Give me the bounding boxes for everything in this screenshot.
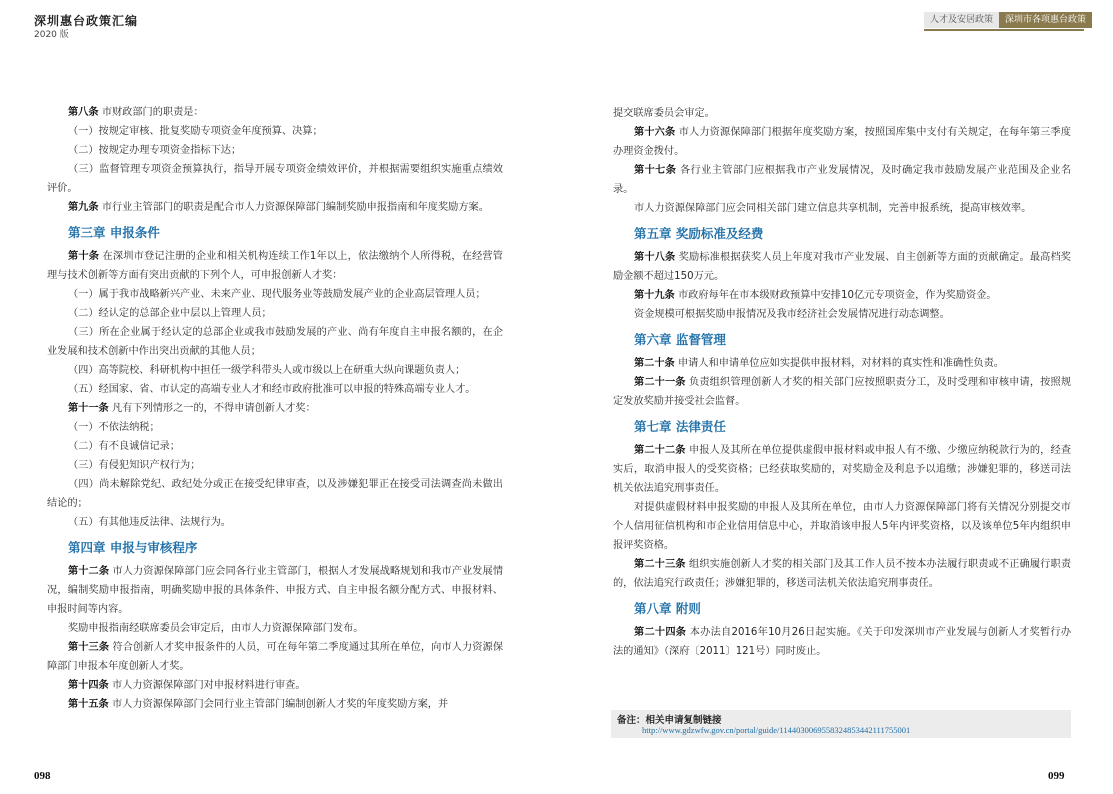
left-page-body xyxy=(47,103,503,714)
chapter-6-heading: 第六章 监督管理 xyxy=(634,332,726,347)
article-21: 第二十一条 负责组织管理创新人才奖的相关部门应按照职责分工，及时受理和审核申请，按照规定发放奖励并接受社会监督。 xyxy=(613,377,1072,407)
article-19-para: 资金规模可根据奖励申报情况及我市经济社会发展情况进行动态调整。 xyxy=(634,309,950,320)
page-number-left: 098 xyxy=(34,770,51,782)
article-10-item: （四）高等院校、科研机构中担任一级学科带头人或市级以上在研重大纵向课题负责人； xyxy=(68,365,466,376)
article-22-para: 对提供虚假材料申报奖励的申报人及其所在单位，由市人力资源保障部门将有关情况分别提交市个人信用征信机构和市企业信用信息中心，并取消该申报人5年内评奖资格，以及该单位5年内组织申报评奖资格。 xyxy=(613,502,1071,551)
article-11-item: （五）有其他违反法律、法规行为。 xyxy=(68,517,231,528)
section-tags xyxy=(924,12,1092,28)
article-8-item: （二）按规定办理专项资金指标下达； xyxy=(68,145,242,156)
article-17-para: 市人力资源保障部门应会同相关部门建立信息共享机制，完善申报系统，提高审核效率。 xyxy=(634,203,1032,214)
article-10-item: （一）属于我市战略新兴产业、未来产业、现代服务业等鼓励发展产业的企业高层管理人员； xyxy=(68,289,486,300)
article-10-item: （二）经认定的总部企业中层以上管理人员； xyxy=(68,308,272,319)
section-tag-talent: 人才及安居政策 xyxy=(924,12,999,28)
article-19: 第十九条 市政府每年在市本级财政预算中安排10亿元专项资金，作为奖励资金。 xyxy=(634,290,997,301)
right-page-body xyxy=(613,104,1071,661)
application-link[interactable]: http://www.gdzwfw.gov.cn/portal/guide/11440300695583248534421117550​01 xyxy=(642,725,911,735)
article-24: 第二十四条 本办法自2016年10月26日起实施。《关于印发深圳市产业发展与创新人才奖暂行办法的通知》（深府〔2011〕121号）同时废止。 xyxy=(613,627,1072,657)
article-9: 第九条 市行业主管部门的职责是配合市人力资源保障部门编制奖励申报指南和年度奖励方案。 xyxy=(68,202,489,213)
article-22: 第二十二条 申报人及其所在单位提供虚假申报材料或申报人有不缴、少缴应纳税款行为的，经查实后，取消申报人的受奖资格；已经获取奖励的，对奖励金及利息予以追缴；涉嫌犯罪的，移送司法机关依法追究刑事责任。 xyxy=(613,445,1072,494)
application-link-note xyxy=(611,710,1071,738)
article-12: 第十二条 市人力资源保障部门应会同各行业主管部门，根据人才发展战略规划和我市产业发展情况，编制奖励申报指南，明确奖励申报的具体条件、申报方式、自主申报名额分配方式、申报材料、申报时间等内容。 xyxy=(47,566,504,615)
article-11-item: （三）有侵犯知识产权行为； xyxy=(68,460,201,471)
article-10-item: （五）经国家、省、市认定的高端专业人才和经市政府批准可以申报的特殊高端专业人才。 xyxy=(68,384,476,395)
article-18: 第十八条 奖励标准根据获奖人员上年度对我市产业发展、自主创新等方面的贡献确定。最高档奖励金额不超过150万元。 xyxy=(613,252,1071,282)
book-title: 深圳惠台政策汇编 xyxy=(34,14,139,28)
chapter-8-heading: 第八章 附则 xyxy=(634,601,701,616)
article-13: 第十三条 符合创新人才奖申报条件的人员，可在每年第二季度通过其所在单位，向市人力资源保障部门申报本年度创新人才奖。 xyxy=(47,642,504,672)
article-20: 第二十条 申请人和申请单位应如实提供申报材料，对材料的真实性和准确性负责。 xyxy=(634,358,1004,369)
edition-label: 2020 版 xyxy=(34,30,69,40)
article-15: 第十五条 市人力资源保障部门会同行业主管部门编制创新人才奖的年度奖励方案，并 xyxy=(68,699,449,710)
page-number-right: 099 xyxy=(1048,770,1065,782)
article-14: 第十四条 市人力资源保障部门对申报材料进行审查。 xyxy=(68,680,306,691)
article-15-continued: 提交联席委员会审定。 xyxy=(613,108,715,119)
article-17: 第十七条 各行业主管部门应根据我市产业发展情况，及时确定我市鼓励发展产业范围及企业名录。 xyxy=(613,165,1072,195)
chapter-5-heading: 第五章 奖励标准及经费 xyxy=(634,226,764,241)
header-divider xyxy=(924,29,1084,31)
article-12-para: 奖励申报指南经联席委员会审定后，由市人力资源保障部门发布。 xyxy=(68,623,364,634)
article-16: 第十六条 市人力资源保障部门根据年度奖励方案，按照国库集中支付有关规定，在每年第三季度办理资金拨付。 xyxy=(613,127,1071,157)
article-11-item: （四）尚未解除党纪、政纪处分或正在接受纪律审查，以及涉嫌犯罪正在接受司法调查尚未做出结论的； xyxy=(47,479,503,509)
article-8-item: （三）监督管理专项资金预算执行，指导开展专项资金绩效评价，并根据需要组织实施重点绩效评价。 xyxy=(47,164,503,194)
article-11: 第十一条 凡有下列情形之一的，不得申请创新人才奖： xyxy=(68,403,316,414)
chapter-7-heading: 第七章 法律责任 xyxy=(634,419,726,434)
article-8: 第八条 市财政部门的职责是： xyxy=(68,107,204,118)
section-tag-policies: 深圳市各项惠台政策 xyxy=(999,12,1092,28)
article-11-item: （一）不依法纳税； xyxy=(68,422,160,433)
note-label: 备注：相关申请复制链接 xyxy=(617,715,722,726)
article-23: 第二十三条 组织实施创新人才奖的相关部门及其工作人员不按本办法履行职责或不正确履行职责的，依法追究行政责任；涉嫌犯罪的，移送司法机关依法追究刑事责任。 xyxy=(613,559,1072,589)
chapter-4-heading: 第四章 申报与审核程序 xyxy=(68,540,198,555)
article-10-item: （三）所在企业属于经认定的总部企业或我市鼓励发展的产业、尚有年度自主申报名额的，在企业发展和技术创新中作出突出贡献的其他人员； xyxy=(47,327,503,357)
article-10: 第十条 在深圳市登记注册的企业和相关机构连续工作1年以上，依法缴纳个人所得税，在经营管理与技术创新等方面有突出贡献的下列个人，可申报创新人才奖： xyxy=(47,251,503,281)
chapter-3-heading: 第三章 申报条件 xyxy=(68,225,160,240)
article-8-item: （一）按规定审核、批复奖励专项资金年度预算、决算； xyxy=(68,126,323,137)
article-11-item: （二）有不良诚信记录； xyxy=(68,441,181,452)
